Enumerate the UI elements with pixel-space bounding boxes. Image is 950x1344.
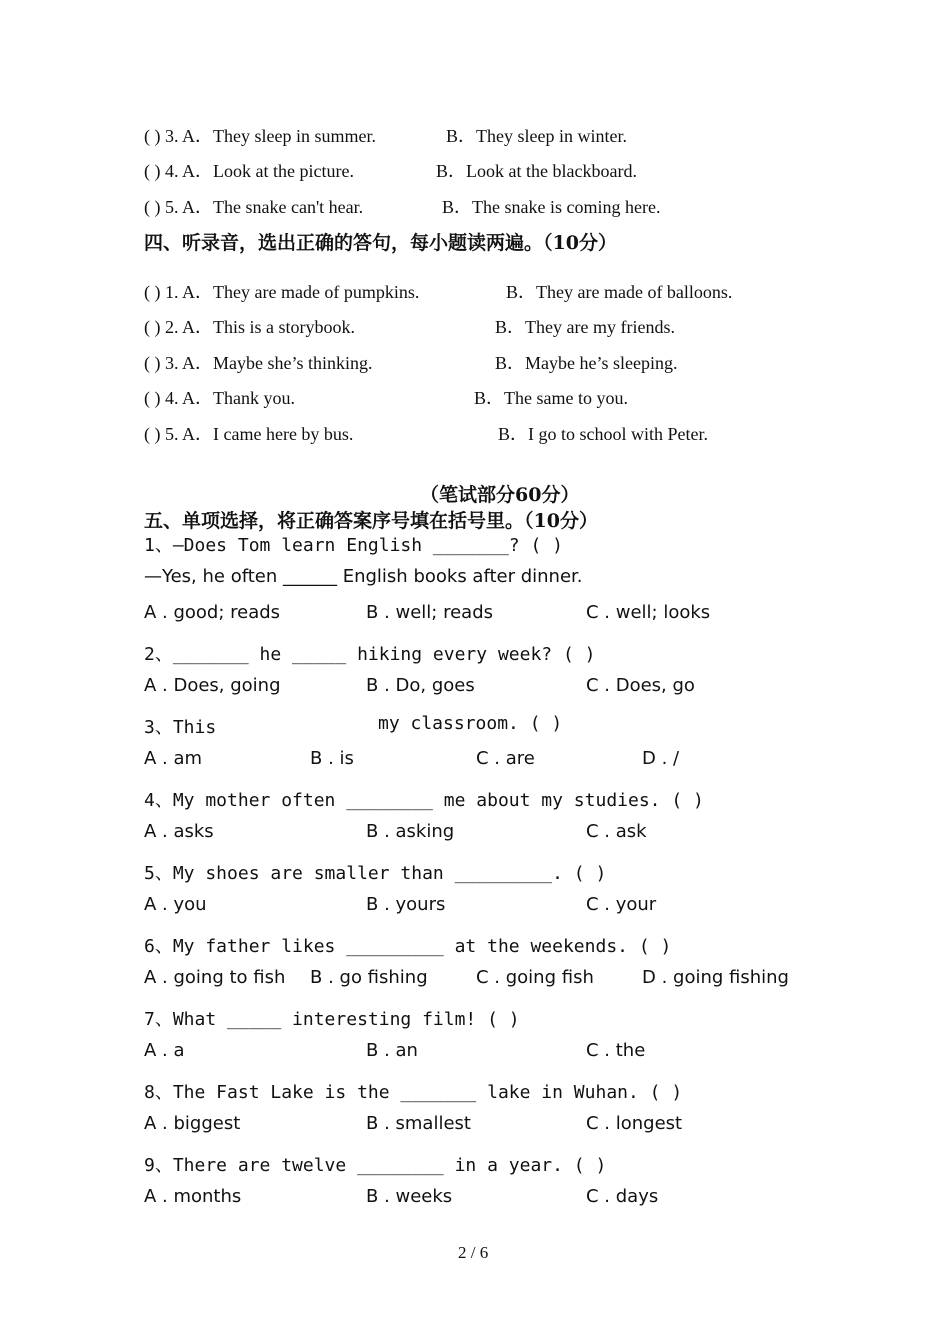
listening-item-5: [144, 193, 363, 219]
q8-option-c: C . longest: [586, 1113, 683, 1134]
q6-option-c: C . going fish: [476, 967, 594, 988]
item-option-a: ( ) 2. A．This is a storybook.: [144, 317, 355, 337]
question-1-stem: 1、—Does Tom learn English _______? ( ): [144, 535, 563, 556]
q1-option-a: A . good; reads: [144, 602, 281, 623]
q5-option-b: B . yours: [366, 894, 446, 915]
q9-option-c: C . days: [586, 1186, 659, 1207]
item-option-a: ( ) 1. A．They are made of pumpkins.: [144, 282, 420, 302]
item-option-a: ( ) 3. A．They sleep in summer.: [144, 126, 376, 146]
question-8-stem: 8、The Fast Lake is the _______ lake in Wuhan. ( ): [144, 1082, 683, 1103]
item-option-b: B．They are made of balloons.: [506, 282, 733, 302]
q1-option-c: C . well; looks: [586, 602, 711, 623]
question-1-answer-line: —Yes, he often ______ English books after dinner.: [144, 566, 583, 587]
item-option-b: B．The same to you.: [474, 388, 628, 408]
question-9-stem: 9、There are twelve ________ in a year. ( ): [144, 1155, 607, 1176]
item-option-a: ( ) 4. A．Thank you.: [144, 388, 295, 408]
q2-option-a: A . Does, going: [144, 675, 281, 696]
response-item-1: [144, 278, 419, 304]
item-option-a: ( ) 5. A．I came here by bus.: [144, 424, 354, 444]
q3-option-a: A . am: [144, 748, 203, 769]
section-5-title: 五、单项选择，将正确答案序号填在括号里。（10分）: [144, 510, 598, 532]
q6-option-d: D . going fishing: [642, 967, 789, 988]
q5-option-a: A . you: [144, 894, 207, 915]
q2-option-c: C . Does, go: [586, 675, 695, 696]
section-4-title: 四、听录音，选出正确的答句，每小题读两遍。（10分）: [144, 232, 617, 254]
response-item-5: [144, 420, 353, 446]
q7-option-b: B . an: [366, 1040, 418, 1061]
q5-option-c: C . your: [586, 894, 657, 915]
question-3-stem-end: my classroom. ( ): [378, 713, 563, 734]
q6-option-a: A . going to fish: [144, 967, 286, 988]
item-option-a: ( ) 4. A．Look at the picture.: [144, 161, 354, 181]
q7-option-c: C . the: [586, 1040, 646, 1061]
q9-option-a: A . months: [144, 1186, 242, 1207]
question-4-stem: 4、My mother often ________ me about my studies. ( ): [144, 790, 704, 811]
q3-option-b: B . is: [310, 748, 354, 769]
item-option-b: B．Maybe he’s sleeping.: [495, 353, 678, 373]
q1-option-b: B . well; reads: [366, 602, 494, 623]
listening-item-3: [144, 122, 376, 148]
item-option-b: B．Look at the blackboard.: [436, 161, 637, 181]
question-7-stem: 7、What _____ interesting film! ( ): [144, 1009, 520, 1030]
question-3-stem-start: 3、This: [144, 717, 217, 738]
item-option-a: ( ) 5. A．The snake can't hear.: [144, 197, 364, 217]
q3-option-d: D . /: [642, 748, 680, 769]
item-option-b: B．I go to school with Peter.: [498, 424, 708, 444]
q4-option-c: C . ask: [586, 821, 647, 842]
response-item-3: [144, 349, 372, 375]
item-option-b: B．They sleep in winter.: [446, 126, 627, 146]
page-number: 2 / 6: [458, 1243, 489, 1262]
q4-option-a: A . asks: [144, 821, 214, 842]
q3-option-c: C . are: [476, 748, 535, 769]
q7-option-a: A . a: [144, 1040, 185, 1061]
item-option-a: ( ) 3. A．Maybe she’s thinking.: [144, 353, 373, 373]
listening-item-4: [144, 157, 354, 183]
q8-option-b: B . smallest: [366, 1113, 471, 1134]
question-2-stem: 2、_______ he _____ hiking every week? ( ): [144, 644, 596, 665]
response-item-4: [144, 384, 295, 410]
q9-option-b: B . weeks: [366, 1186, 453, 1207]
response-item-2: [144, 313, 355, 339]
q6-option-b: B . go fishing: [310, 967, 428, 988]
item-option-b: B．They are my friends.: [495, 317, 675, 337]
q4-option-b: B . asking: [366, 821, 455, 842]
q2-option-b: B . Do, goes: [366, 675, 475, 696]
question-6-stem: 6、My father likes _________ at the weekends. ( ): [144, 936, 672, 957]
q8-option-a: A . biggest: [144, 1113, 241, 1134]
written-part-heading: （笔试部分60分）: [420, 484, 580, 506]
item-option-b: B．The snake is coming here.: [442, 197, 661, 217]
question-5-stem: 5、My shoes are smaller than _________. ( ): [144, 863, 607, 884]
